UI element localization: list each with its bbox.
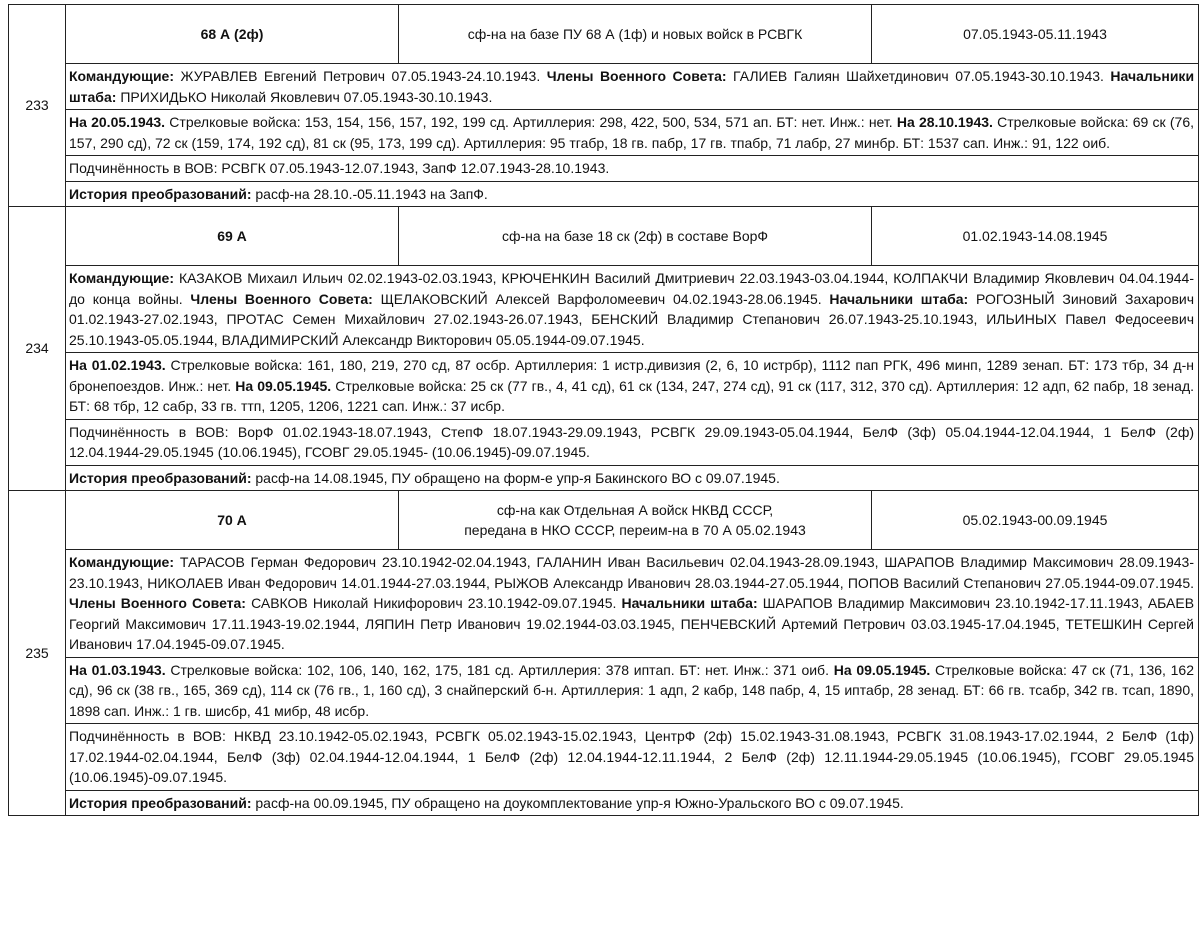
entry-number: 233 (9, 5, 66, 207)
subordination-row (9, 724, 1199, 791)
composition-date-label: На 20.05.1943. (69, 114, 166, 130)
existence-dates: 01.02.1943-14.08.1945 (872, 207, 1199, 266)
council-text: ЩЕЛАКОВСКИЙ Алексей Варфоломеевич 04.02.1943-28.06.1945. (380, 290, 822, 307)
staff-text: РОГОЗНЫЙ Зиновий Захарович 01.02.1943-27.02.1943, ПРОТАС Семен Михайлович 27.02.1943-26.07.1943, БЕНСКИЙ Владимир Степанович 26.07.1943-25.10.1943, ИЛЬИНЫХ Павел Федосеевич 25.10.1943-05.05.1944, ВЛАДИМИРСКИЙ Александр Викторович 05.05.1944-09.07.1945. (69, 290, 1195, 348)
composition-date-label: На 09.05.1945. (235, 377, 332, 394)
composition-text: Стрелковые войска: 47 ск (71, 136, 162 сд), 96 ск (38 гв., 165, 369 сд), 114 ск (76 гв., 1, 160 сд), 3 снайперский б-н. Артиллерия: 1 адп, 2 кабр, 148 пабр, 4, 15 иптабр, 28 зенад. БТ: 66 гв. тсабр, 342 гв. тсап, 1890, 1898 сап. Инж.: 1 гв. шисбр, 41 мибр, 48 исбр. (69, 661, 1194, 719)
leadership-row (9, 64, 1199, 110)
staff-text: ПРИХИДЬКО Николай Яковлевич 07.05.1943-30.10.1943. (120, 88, 493, 105)
subordination-cell: Подчинённость в ВОВ: НКВД 23.10.1942-05.02.1943, РСВГК 05.02.1943-15.02.1943, ЦентрФ (2ф) 15.02.1943-31.08.1943, РСВГК 31.08.1943-17.02.1944, 2 БелФ (1ф) 17.02.1944-02.04.1944, БелФ (3ф) 02.04.1944-12.04.1944, 1 БелФ (2ф) 12.04.1944-12.11.1944, 2 БелФ (2ф) 12.11.1944-29.05.1945 (10.06.1945), ГСОВГ 29.05.1945 (10.06.1945)-09.07.1945. (66, 724, 1199, 791)
composition-row (9, 110, 1199, 156)
composition-text: Стрелковые войска: 25 ск (77 гв., 4, 41 сд), 61 ск (134, 247, 274 сд), 91 ск (117, 312, 370 сд). Артиллерия: 12 адп, 62 пабр, 18 зенад. БТ: 68 тбр, 12 сабр, 33 гв. ттп, 1205, 1206, 1221 сап. Инж.: 37 исбр. (69, 377, 1195, 414)
council-label: Члены Военного Совета: (190, 290, 373, 307)
commanders-label: Командующие: (69, 270, 174, 286)
composition-cell (66, 657, 1199, 724)
staff-label: Начальники штаба: (69, 68, 1195, 105)
history-cell (66, 181, 1199, 207)
staff-label: Начальники штаба: (621, 595, 758, 611)
leadership-row (9, 266, 1199, 353)
formation-note-line: передана в НКО СССР, переим-на в 70 А 05.02.1943 (464, 522, 806, 538)
army-header-row (9, 207, 1199, 266)
armies-table (8, 4, 1199, 816)
council-text: ГАЛИЕВ Галиян Шайхетдинович 07.05.1943-30.10.1943. (733, 68, 1104, 84)
army-name: 68 А (2ф) (66, 5, 399, 64)
staff-text: ШАРАПОВ Владимир Максимович 23.10.1942-17.11.1943, АБАЕВ Георгий Максимович 17.11.1943-19.02.1944, ЛЯПИН Петр Иванович 19.02.1944-03.03.1945, ПЕНЧЕВСКИЙ Артемий Петрович 03.03.1945-17.04.1945, ТЕТЕШКИН Сергей Иванович 17.04.1945-09.07.1945. (69, 595, 1195, 652)
history-text: расф-на 14.08.1945, ПУ обращено на форм-е упр-я Бакинского ВО с 09.07.1945. (255, 469, 780, 486)
leadership-row (9, 550, 1199, 658)
composition-cell (66, 353, 1199, 420)
commanders-label: Командующие: (69, 68, 174, 84)
council-label: Члены Военного Совета: (546, 68, 727, 84)
composition-date-label: На 28.10.1943. (896, 114, 993, 130)
history-label: История преобразований: (69, 469, 252, 486)
commanders-label: Командующие: (69, 554, 174, 570)
subordination-cell: Подчинённость в ВОВ: РСВГК 07.05.1943-12.07.1943, ЗапФ 12.07.1943-28.10.1943. (66, 156, 1199, 182)
formation-note-line: сф-на как Отдельная А войск НКВД СССР, (496, 501, 774, 518)
army-header-row (9, 491, 1199, 550)
existence-dates: 05.02.1943-00.09.1945 (872, 491, 1199, 550)
composition-date-label: На 01.03.1943. (69, 661, 166, 678)
history-cell (66, 790, 1199, 816)
history-cell (66, 465, 1199, 491)
existence-dates: 07.05.1943-05.11.1943 (872, 5, 1199, 64)
staff-label: Начальники штаба: (829, 290, 969, 307)
history-row (9, 465, 1199, 491)
leadership-cell (66, 266, 1199, 353)
leadership-cell (66, 64, 1199, 110)
council-text: САВКОВ Николай Никифорович 23.10.1942-09.07.1945. (251, 595, 617, 611)
formation-note: сф-на на базе ПУ 68 А (1ф) и новых войск в РСВГК (399, 5, 872, 64)
composition-text: Стрелковые войска: 69 ск (76, 157, 290 сд), 72 ск (159, 174, 192 сд), 81 ск (95, 173, 199 сд). Артиллерия: 95 тгабр, 18 гв. пабр, 17 гв. тпабр, 71 лабр, 27 минбр. БТ: 1537 сап. Инж.: 91, 122 оиб. (69, 114, 1194, 151)
commanders-text: КАЗАКОВ Михаил Ильич 02.02.1943-02.03.1943, КРЮЧЕНКИН Василий Дмитриевич 22.03.1943-03.04.1944, КОЛПАКЧИ Владимир Яковлевич 04.04.1944-до конца войны. (69, 270, 1194, 307)
composition-text: Стрелковые войска: 102, 106, 140, 162, 175, 181 сд. Артиллерия: 378 иптап. БТ: нет. Инж.: 371 оиб. (170, 661, 829, 678)
entry-number: 234 (9, 207, 66, 491)
history-row (9, 181, 1199, 207)
composition-row (9, 657, 1199, 724)
composition-text: Стрелковые войска: 153, 154, 156, 157, 192, 199 сд. Артиллерия: 298, 422, 500, 534, 571 ап. БТ: нет. Инж.: нет. (169, 114, 893, 130)
history-label: История преобразований: (69, 185, 252, 202)
commanders-text: ЖУРАВЛЕВ Евгений Петрович 07.05.1943-24.10.1943. (180, 68, 541, 84)
history-text: расф-на 00.09.1945, ПУ обращено на доукомплектование упр-я Южно-Уральского ВО с 09.07.1945. (255, 794, 904, 811)
council-label: Члены Военного Совета: (69, 595, 246, 611)
subordination-row (9, 419, 1199, 465)
composition-date-label: На 09.05.1945. (833, 661, 931, 678)
composition-text: Стрелковые войска: 161, 180, 219, 270 сд, 87 осбр. Артиллерия: 1 истр.дивизия (2, 6, 10 истрбр), 1112 пап РГК, 496 минп, 1289 зенап. БТ: 173 тбр, 34 д-н бронепоездов. Инж.: нет. (69, 357, 1194, 394)
history-text: расф-на 28.10.-05.11.1943 на ЗапФ. (255, 185, 488, 202)
army-name: 69 А (66, 207, 399, 266)
entry-number: 235 (9, 491, 66, 816)
composition-date-label: На 01.02.1943. (69, 357, 166, 373)
leadership-cell (66, 550, 1199, 658)
history-label: История преобразований: (69, 794, 252, 811)
composition-row (9, 353, 1199, 420)
formation-note (399, 491, 872, 550)
army-header-row (9, 5, 1199, 64)
composition-cell (66, 110, 1199, 156)
formation-note: сф-на на базе 18 ск (2ф) в составе ВорФ (399, 207, 872, 266)
history-row (9, 790, 1199, 816)
commanders-text: ТАРАСОВ Герман Федорович 23.10.1942-02.04.1943, ГАЛАНИН Иван Васильевич 02.04.1943-28.09.1943, ШАРАПОВ Владимир Максимович 28.09.1943-23.10.1943, НИКОЛАЕВ Иван Федорович 14.01.1944-27.03.1944, РЫЖОВ Александр Иванович 28.03.1944-27.05.1944, ПОПОВ Василий Степанович 27.05.1944-09.07.1945. (69, 554, 1195, 591)
subordination-cell: Подчинённость в ВОВ: ВорФ 01.02.1943-18.07.1943, СтепФ 18.07.1943-29.09.1943, РСВГК 29.09.1943-05.04.1944, БелФ (3ф) 05.04.1944-12.04.1944, 1 БелФ (2ф) 12.04.1944-29.05.1945 (10.06.1945), ГСОВГ 29.05.1945- (10.06.1945)-09.07.1945. (66, 419, 1199, 465)
army-name: 70 А (66, 491, 399, 550)
subordination-row (9, 156, 1199, 182)
